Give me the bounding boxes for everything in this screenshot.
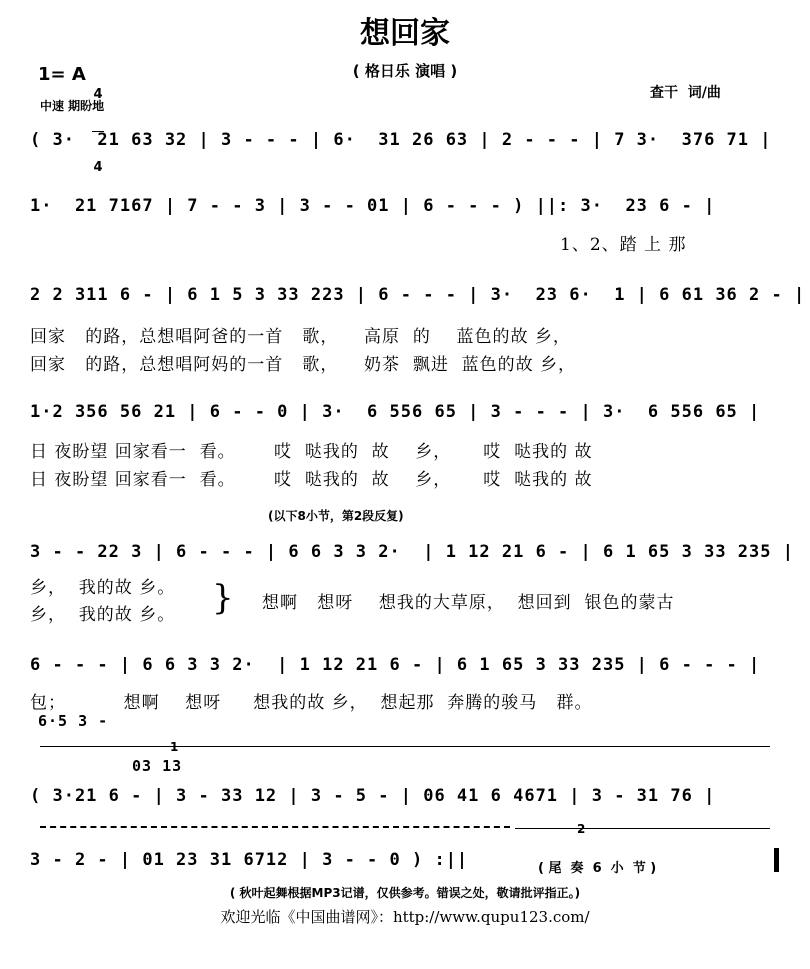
volta-2-line — [515, 828, 770, 829]
volta-1-number: 1 — [170, 740, 179, 754]
score-line-2: 1· 21 7167 | 7 - - 3 | 3 - - 01 | 6 - - - ) ||: 3· 23 6 - | — [30, 196, 716, 216]
score-line-8-upper: 03 13 — [132, 757, 183, 775]
final-barline — [774, 848, 779, 872]
key-signature: 1= A — [38, 64, 86, 85]
lyrics-line-4b: 日 夜盼望 回家看一 看。 哎 哒我的 故 乡， 哎 哒我的 故 — [30, 470, 593, 490]
score-line-9: 3 - 2 - | 01 23 31 6712 | 3 - - 0 ) :|| — [30, 850, 469, 870]
section-note: (以下8小节，第2段反复) — [268, 509, 404, 523]
website-footer: 欢迎光临《中国曲谱网》：http://www.qupu123.com/ — [220, 908, 590, 926]
lyrics-line-4a: 日 夜盼望 回家看一 看。 哎 哒我的 故 乡， 哎 哒我的 故 — [30, 442, 593, 462]
footnote: ( 秋叶起舞根据MP3记谱，仅供参考。错误之处，敬请批评指正。) — [229, 886, 581, 900]
score-line-5: 3 - - 22 3 | 6 - - - | 6 6 3 3 2· | 1 12 21 6 - | 6 1 65 3 33 235 | — [30, 542, 794, 562]
lyrics-line-6: 包； 想啊 想呀 想我的故 乡， 想起那 奔腾的骏马 群。 — [30, 693, 593, 713]
lyrics-line-3a: 回家 的路，总想唱阿爸的一首 歌， 高原 的 蓝色的故 乡， — [30, 327, 571, 347]
alternate-ending: 6·5 3 - — [38, 712, 109, 730]
meter-bottom: 4 — [93, 160, 103, 175]
score-line-4: 1·2 356 56 21 | 6 - - 0 | 3· 6 556 65 | 3 - - - | 3· 6 556 65 | — [30, 402, 761, 422]
lyrics-line-5a: 乡， 我的故 乡。 — [30, 578, 176, 598]
volta-1-line — [40, 746, 770, 747]
coda-note: ( 尾 奏 6 小 节 ) — [538, 861, 657, 876]
performer-subtitle: ( 格日乐 演唱 ) — [352, 62, 458, 80]
volta-2-number: 2 — [577, 822, 586, 836]
score-line-6: 6 - - - | 6 6 3 3 2· | 1 12 21 6 - | 6 1 65 3 33 235 | 6 - - - | — [30, 655, 761, 675]
score-line-1: ( 3· 21 63 32 | 3 - - - | 6· 31 26 63 | 2 - - - | 7 3· 376 71 | — [30, 130, 772, 150]
song-title: 想回家 — [360, 16, 450, 51]
lyrics-line-3b: 回家 的路，总想唱阿妈的一首 歌， 奶茶 飘进 蓝色的故 乡， — [30, 355, 577, 375]
composer-credits: 查干 词/曲 — [650, 85, 721, 101]
time-signature — [92, 60, 104, 189]
lyrics-line-2: 1、2、踏 上 那 — [560, 235, 687, 255]
lyrics-line-5c: 想啊 想呀 想我的大草原， 想回到 银色的蒙古 — [262, 593, 675, 613]
tempo-marking: 中速 期盼地 — [40, 99, 105, 113]
score-line-8: ( 3·21 6 - | 3 - 33 12 | 3 - 5 - | 06 41 6 4671 | 3 - 31 76 | — [30, 786, 716, 806]
volta-1-dashed-end — [40, 826, 510, 828]
lyrics-brace: } — [212, 578, 235, 618]
score-line-3: 2 2 311 6 - | 6 1 5 3 33 223 | 6 - - - | 3· 23 6· 1 | 6 61 36 2 - | — [30, 285, 806, 305]
lyrics-line-5b: 乡， 我的故 乡。 — [30, 605, 176, 625]
meter-top: 4 — [93, 87, 103, 102]
